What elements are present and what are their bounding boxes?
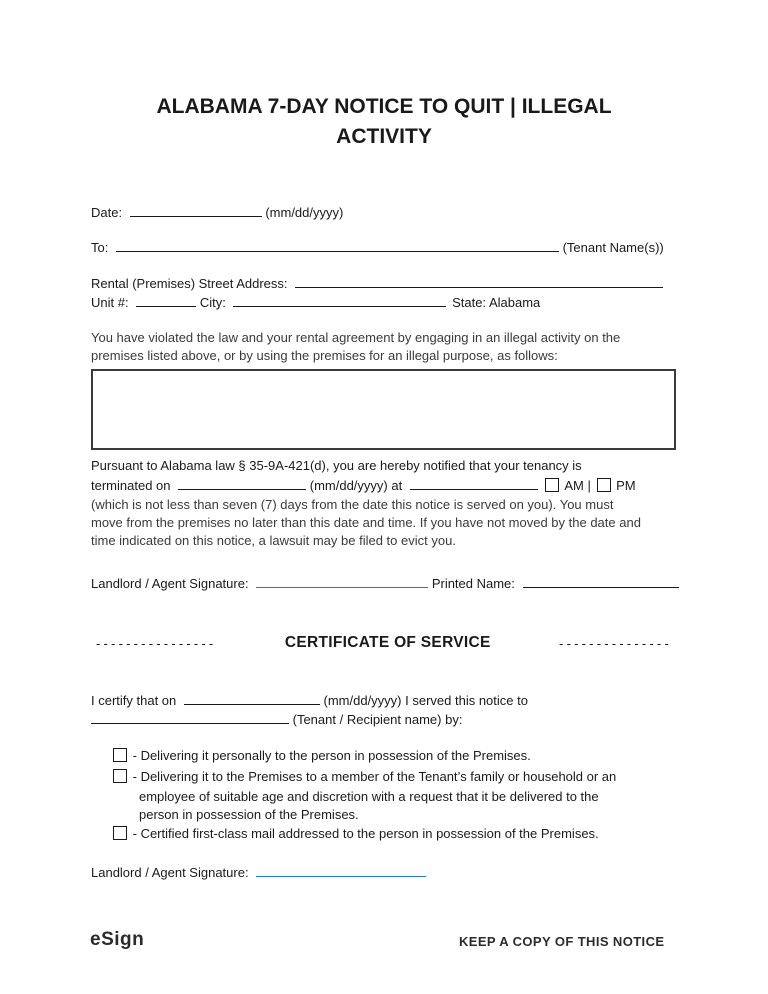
esign-logo: eSign bbox=[90, 929, 145, 950]
service-option-1 bbox=[113, 747, 531, 765]
service-option-3 bbox=[113, 825, 599, 843]
pm-label: PM bbox=[616, 478, 636, 493]
termination-line-5: time indicated on this notice, a lawsuit may be filed to evict you. bbox=[91, 533, 456, 548]
printed-name-label: Printed Name: bbox=[431, 576, 515, 591]
recipient-name-field[interactable] bbox=[91, 710, 289, 724]
document-title bbox=[90, 92, 678, 152]
termination-time-field[interactable] bbox=[410, 476, 538, 490]
certificate-signature-field[interactable] bbox=[256, 863, 426, 877]
am-label: AM | bbox=[564, 478, 591, 493]
city-label: City: bbox=[199, 295, 226, 310]
signature-row bbox=[91, 574, 679, 593]
address-label: Rental (Premises) Street Address: bbox=[91, 276, 288, 291]
date-label: Date: bbox=[91, 205, 123, 220]
recipient-hint: (Tenant / Recipient name) by: bbox=[292, 712, 463, 727]
date-hint: (mm/dd/yyyy) bbox=[265, 205, 344, 220]
unit-field[interactable] bbox=[136, 293, 196, 307]
termination-line-3: (which is not less than seven (7) days from the date this notice is served on you). You must bbox=[91, 497, 614, 512]
unit-city-row bbox=[91, 293, 540, 312]
termination-date-field[interactable] bbox=[178, 476, 306, 490]
certificate-signature-label: Landlord / Agent Signature: bbox=[91, 865, 249, 880]
date-row bbox=[91, 203, 343, 222]
to-hint: (Tenant Name(s)) bbox=[562, 240, 664, 255]
certificate-title: CERTIFICATE OF SERVICE bbox=[284, 634, 491, 651]
dashes-right: --------------- bbox=[559, 635, 672, 651]
printed-name-field[interactable] bbox=[523, 574, 679, 588]
certify-hint: (mm/dd/yyyy) I served this notice to bbox=[323, 693, 528, 708]
title-line-2: ACTIVITY bbox=[336, 125, 432, 148]
landlord-signature-field[interactable] bbox=[256, 574, 428, 588]
title-line-1: ALABAMA 7-DAY NOTICE TO QUIT | ILLEGAL bbox=[156, 95, 612, 118]
violation-line-2: premises listed above, or by using the premises for an illegal purpose, as follows: bbox=[91, 348, 558, 363]
certificate-heading bbox=[96, 634, 672, 652]
to-label: To: bbox=[91, 240, 109, 255]
option-1-checkbox[interactable] bbox=[113, 748, 127, 762]
terminated-label: terminated on bbox=[91, 478, 171, 493]
am-checkbox[interactable] bbox=[545, 478, 559, 492]
termination-line-1: Pursuant to Alabama law § 35-9A-421(d), you are hereby notified that your tenancy is bbox=[91, 458, 582, 473]
street-address-field[interactable] bbox=[295, 274, 663, 288]
recipient-row bbox=[91, 710, 462, 729]
state-label: State: Alabama bbox=[452, 295, 541, 310]
tenant-name-field[interactable] bbox=[116, 238, 559, 252]
keep-copy-notice: KEEP A COPY OF THIS NOTICE bbox=[459, 934, 665, 949]
option-2-line-3: person in possession of the Premises. bbox=[139, 807, 359, 822]
date-field[interactable] bbox=[130, 203, 262, 217]
option-3-checkbox[interactable] bbox=[113, 826, 127, 840]
to-row bbox=[91, 238, 664, 257]
violation-line-1: You have violated the law and your rental agreement by engaging in an illegal activity on the bbox=[91, 330, 621, 345]
service-option-2 bbox=[113, 768, 616, 786]
option-1-label: - Delivering it personally to the person in possession of the Premises. bbox=[132, 748, 531, 763]
option-2-line-2: employee of suitable age and discretion with a request that it be delivered to the bbox=[139, 789, 599, 804]
termination-line-4: move from the premises no later than this date and time. If you have not moved by the date and bbox=[91, 515, 641, 530]
signature-label: Landlord / Agent Signature: bbox=[91, 576, 249, 591]
service-date-field[interactable] bbox=[184, 691, 320, 705]
termination-date-row bbox=[91, 476, 636, 495]
address-row bbox=[91, 274, 663, 293]
city-field[interactable] bbox=[233, 293, 446, 307]
option-2-checkbox[interactable] bbox=[113, 769, 127, 783]
pm-checkbox[interactable] bbox=[597, 478, 611, 492]
unit-label: Unit #: bbox=[91, 295, 129, 310]
option-3-label: - Certified first-class mail addressed to the person in possession of the Premises. bbox=[132, 826, 599, 841]
termination-date-hint: (mm/dd/yyyy) at bbox=[309, 478, 403, 493]
illegal-activity-description-box[interactable] bbox=[91, 369, 676, 450]
certify-row bbox=[91, 691, 528, 710]
certify-label: I certify that on bbox=[91, 693, 177, 708]
option-2-label: - Delivering it to the Premises to a member of the Tenant’s family or household or an bbox=[132, 769, 617, 784]
dashes-left: ---------------- bbox=[96, 635, 217, 651]
certificate-signature-row bbox=[91, 863, 426, 882]
